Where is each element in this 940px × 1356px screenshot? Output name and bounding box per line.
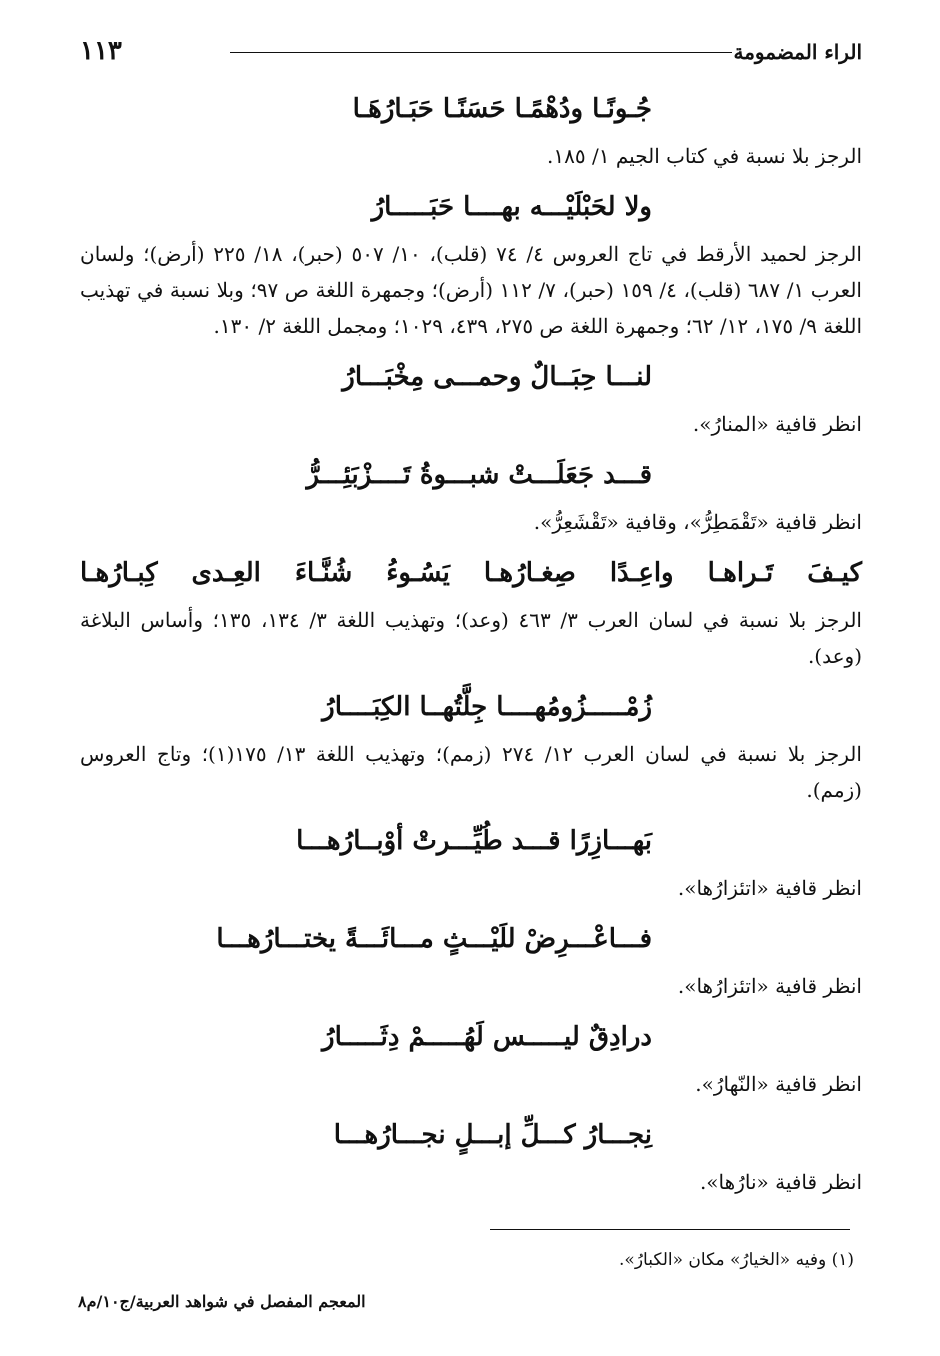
verse: فـــاعْـــرِضْ للَيْـــثٍ مـــائَـــةً يختـــارُهـــا xyxy=(216,924,652,954)
verse-note: الرجز لحميد الأرقط في تاج العروس ٤/ ٧٤ (قلب)، ١٠/ ٥٠٧ (حبر)، ١٨/ ٢٢٥ (أرض)؛ ولسان العرب ١/ ٦٨٧ (قلب)، ٤/ ١٥٩ (حبر)، ٧/ ١١٢ (أرض)؛ وجمهرة اللغة ص ٩٧؛ وبلا نسبة في تهذيب اللغة ٩/ ١٧٥، ١٢/ ٦٢؛ وجمهرة اللغة ص ٢٧٥، ٤٣٩، ١٠٢٩؛ ومجمل اللغة ٢/ ١٣٠. xyxy=(80,242,862,338)
verse: قـــد جَعَلَـــتْ شبـــوةُ تَــــزْبَئِـــرُّ xyxy=(306,460,652,490)
verse-note: الرجز بلا نسبة في لسان العرب ١٢/ ٢٧٤ (زمم)؛ وتهذيب اللغة ١٣/ ١٧٥(١)؛ وتاج العروس (زمم). xyxy=(80,742,862,802)
verse-note: انظر قافية «النّهارُ». xyxy=(695,1072,862,1096)
verse-note: انظر قافية «اتئزارُها». xyxy=(677,876,862,900)
verse: لنـــا حِبَــالٌ وحمـــى مِخْبَـــارُ xyxy=(342,362,652,392)
page-body xyxy=(80,86,862,1210)
verse-note: الرجز بلا نسبة في لسان العرب ٣/ ٤٦٣ (وعد)؛ وتهذيب اللغة ٣/ ١٣٤، ١٣٥؛ وأساس البلاغة (وعد). xyxy=(80,608,862,668)
page-number: ١١٣ xyxy=(80,36,122,66)
verse: درادِقٌ ليـــــس لَهُـــــمْ دِثَـــــارُ xyxy=(322,1022,652,1052)
verse: زُمْـــــزُومُهــــا جِلَّتُهــا الكِبَــــارُ xyxy=(322,692,652,722)
header-rule xyxy=(230,52,732,53)
verse-note: انظر قافية «اتئزارُها». xyxy=(677,974,862,998)
verse-note: انظر قافية «المنارُ». xyxy=(692,412,862,436)
verse: ولا لحَبْلَيْـــه بهــــا حَبَـــــارُ xyxy=(371,192,652,222)
footnote-rule xyxy=(490,1229,850,1230)
page-header xyxy=(80,36,862,70)
verse-note: انظر قافية «تَقْمَطِرُّ»، وقافية «تَقْشَعِرُّ». xyxy=(533,510,862,534)
footnote: (١) وفيه «الخيارُ» مكان «الكبارُ». xyxy=(619,1250,854,1270)
verse-full-line: كيـفَ تَـراهـا واعِـدًا صِغـارُهـا يَسُـوءُ شُنَّـاءَ العِـدى كِبـارُهـا xyxy=(80,558,862,588)
verse: نِجـــارُ كـــلِّ إبـــلٍ نجـــارُهـــا xyxy=(333,1120,652,1150)
verse-note: الرجز بلا نسبة في كتاب الجيم ١/ ١٨٥. xyxy=(547,144,862,168)
verse-note: انظر قافية «نارُها». xyxy=(699,1170,862,1194)
verse: جُـونًـا ودُهْمًـا حَسَنًـا حَبَـارُهَـا xyxy=(352,94,652,124)
running-title: الراء المضمومة xyxy=(733,40,862,64)
book-signature: المعجم المفصل في شواهد العربية/ج١٠/م٨ xyxy=(78,1292,366,1311)
verse: بَهـــازِرًا قـــد طُيِّـــرتْ أوْبــارُهـــا xyxy=(296,826,652,856)
